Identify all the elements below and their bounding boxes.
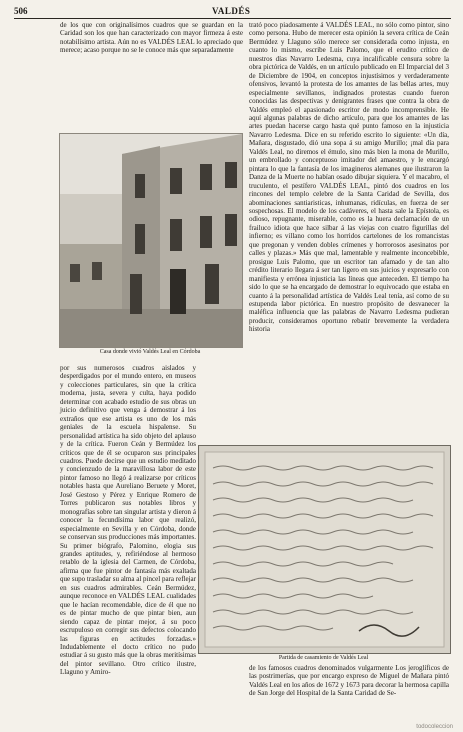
header-rule xyxy=(14,18,451,19)
house-photo-caption: Casa donde vivió Valdés Leal en Córdoba xyxy=(99,349,201,355)
right-column-bottom xyxy=(249,664,449,698)
house-photo xyxy=(59,133,243,348)
paragraph-left-top: de los que con originalísimos cuadros que se guardan en la Caridad son los que han caracterizado con mayor firmeza á este notabilísimo artista. Aún no es VALDÉS LEAL lo apreciado que merece; acaso porque no se le conoce más que separadamente xyxy=(60,21,243,55)
handwritten-document xyxy=(199,446,450,653)
page-number: 506 xyxy=(14,6,28,16)
left-column-bottom xyxy=(60,364,196,677)
marriage-record-caption: Partida de casamiento de Valdés Leal xyxy=(278,655,369,661)
paragraph-right-top: trató poco piadosamente á VALDÉS LEAL, no sólo como pintor, sino como persona. Hubo de merecer esta opinión la severa crítica de Ceán Bermúdez y Llaguno sólo merece ser considerada como injusta, en cuanto lo mismo, escribe Luis Palomo, que el erudito crítico de nuestros días Navarro Ledesma, cuya incalificable censura sobre la obra pictórica de Valdés, en un artículo publicado en El Imparcial del 3 de Diciembre de 1904, en conceptos injustísimos y verdaderamente ofensivos, levantó la protesta de los amantes de las bellas artes, muy especialmente sevillanos, indignados protestas cuando fueron conocidas las despectivas y denigrantes frases que contra la obra de Valdés empleó el apasionado escritor de modo incomprensible. He aquí algunas palabras de dicho artículo, para que los amantes de las artes puedan hacerse cargo hasta qué punto famoso en la injusticia Navarro Ledesma. Dice en su referido escrito lo siguiente: «Un día, Mañara, disgustado, dió una sopa á su amigo Murillo; ¡mal día para Valdés Leal, no diremos el émulo, sino más bien la mona de Murillo, un embrollado y conceptuoso imitador del amaestro, y le encargó pintara lo que la fantasía de los imagineros alemanes que ilustraron la Danza de la Muerte no habían osado dibujar siquiera. Y el macabro, el truculento, el pestífero VALDÉS LEAL, pintó dos cuadros en los rincones del templo celebre de la Santa Caridad de Sevilla, dos abominaciones santiaristicas, inhumanas, ridículas, en fuerza de ser sospechosas. El modelo de los cadáveres, el hasta sale la Epístola, es odioso, repugnante, miserable, como es la huera declamación de un frailuco idiota que hace silbar á las viejas con cuatro figurillas del infierno; es villano como los horridos cartelones de los romancistas que pregonan y venden dobles crímenes y horrorosos asesinatos por calles y plazas.» Más que mal, lamentable y realmente inconcebible, prosigue Luis Palomo, que un escritor tan afamado y de tan alto crédito literario llegara á ser tan ligero en sus juicios y expresarlo con manifiesta y errónea injusticia las líneas que anteceden. El tiempo ha sido lo que se ha encargado de demostrar lo equivocado que estaba en cuanto á la personalidad artística de Valdés Leal tenía, así como de su estupenda labor pictórica. En nuestro propósito de desvanecer la maléfica influencia que las palabras de Navarro Ledesma pudieran producir, consideramos oportuno rebatir brevemente la verdadera historia xyxy=(249,21,449,334)
right-column-top xyxy=(249,21,449,334)
running-title: VALDÉS xyxy=(212,6,251,16)
left-column-top xyxy=(60,21,243,55)
paragraph-left-bottom: por sus numerosos cuadros aislados y desperdigados por el mundo entero, en museos y colecciones particulares, sin que la crítica moderna, justa, severa y culta, haya podido determinar con acabado estudio de sus obras un juicio definitivo que venga á demostrar á los extraños que ese artista es uno de los más geniales de la escuela hispalense. Su personalidad artística ha sido objeto del aplauso y de la crítica. Fueron Ceán y Bermúdez los críticos que de él se ocuparon sus principales cuadros. Puede decirse que un estudio meditado y concienzudo de la maravillosa labor de este pintor famoso no llegó á realizarse por críticos notables hasta que Aureliano Beruete y Moret, José Gestoso y Pérez y Enrique Romero de Torres publicaron sus notables libros y monografías sobre tan singular artista y dieron á conocer la fecundísima labor que realizó, especialmente en Sevilla y en Córdoba, donde se conservan sus producciones más importantes. Su primer biógrafo, Palomino, elogia sus grandes aptitudes, y, refiriéndose al hermoso retablo de la iglesia del Carmen, de Córdoba, afirma que fue pintor de fantasía más exaltada que supo trasladar su alma al pincel para reflejar en sus cuadros admirables. Ceán Bermúdez, aunque reconoce en VALDÉS LEAL cualidades que le hacían recomendable, dice de él que no es de pintar mucho de que pintar bien, aun siendo capaz de pintar mejor, á su poco escrupuloso en corregir sus defectos colocando las figuras en actitudes forzadas.» Indudablemente el docto crítico no pudo estudiar á su gusto más que la obras meritísimas del pintor sevillano. Otro crítico ilustre, Llaguno y Amiro- xyxy=(60,364,196,677)
watermark: todocoleccion xyxy=(416,724,453,730)
marriage-record-image xyxy=(198,445,451,654)
house-photo-image xyxy=(60,134,242,347)
paragraph-right-bottom: de los famosos cuadros denominados vulgarmente Los jeroglíficos de las postrimerías, que por encargo expreso de Miguel de Mañara pintó Valdés Leal en los años de 1672 y 1673 para decorar la hermosa capilla de San Jorge del Hospital de la Santa Caridad de Se- xyxy=(249,664,450,698)
